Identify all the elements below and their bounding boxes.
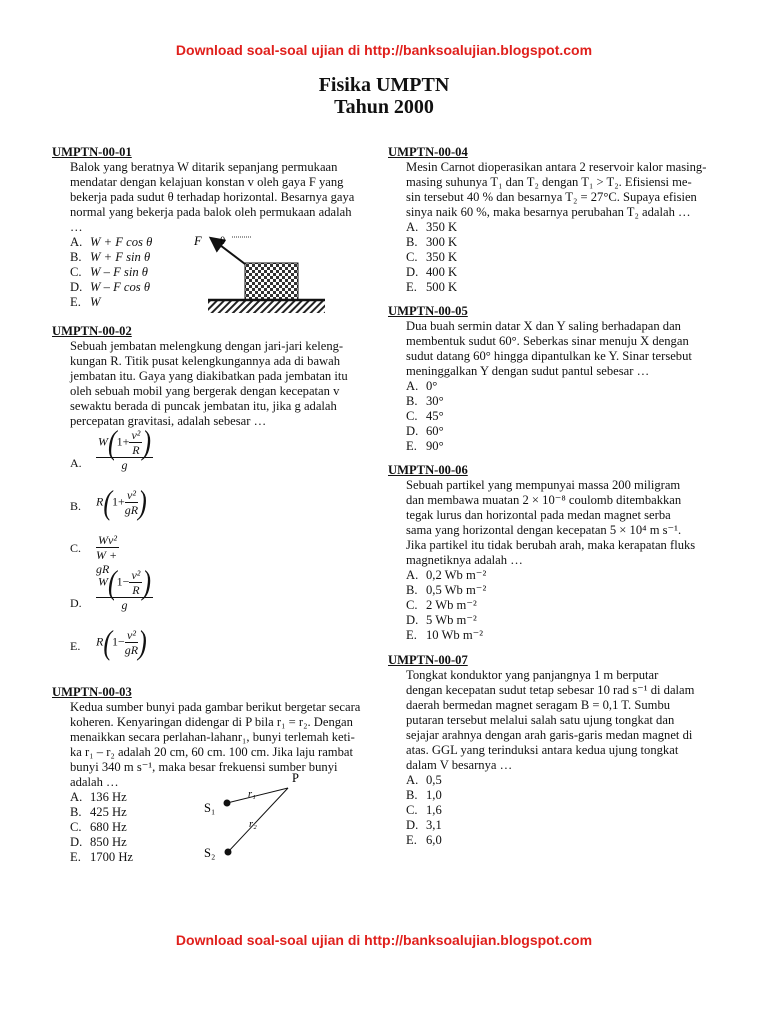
option-letter: A. (406, 379, 419, 393)
formula-num: v² (131, 428, 141, 442)
option-letter: C. (70, 541, 82, 555)
option-letter: B. (406, 788, 418, 802)
question-heading: UMPTN-00-03 (52, 685, 132, 699)
option-text: 350 K (426, 220, 458, 234)
question-heading: UMPTN-00-04 (388, 145, 468, 159)
option-text: 3,1 (426, 818, 442, 832)
option-letter: B. (406, 394, 418, 408)
question-text-line: masing suhunya T₁ dan T₂ dengan T₁ > T₂. Efisiensi me- (406, 175, 692, 189)
option-letter: A. (70, 790, 83, 804)
question-text-line: Tongkat konduktor yang panjangnya 1 m berputar (406, 668, 659, 682)
question-text-line: Jika partikel itu tidak berubah arah, maka kerapatan fluks (406, 538, 696, 552)
r2-label: r₂ (249, 819, 257, 830)
s2-label: S₂ (204, 846, 216, 860)
floor-hatch (208, 300, 325, 313)
option-letter: D. (70, 280, 83, 294)
option-text: 90° (426, 439, 444, 453)
option-text: 30° (426, 394, 444, 408)
formula-one: 1+ (116, 434, 130, 449)
option-text: 425 Hz (90, 805, 127, 819)
question-text-line: sin tersebut 40 % dan besarnya T₂ = 27°C. Supaya efisien (406, 190, 697, 204)
option-text: 136 Hz (90, 790, 127, 804)
formula-one: 1− (112, 634, 125, 649)
question-text-line: kungan R. Titik pusat kelengkungannya ada di bawah (70, 354, 341, 368)
question-text-line: putaran tersebut melalui salah satu ujung tongkat dan (406, 713, 675, 727)
formula-one: 1− (116, 574, 130, 589)
option-text: 1,0 (426, 788, 442, 802)
question-text-line: mendatar dengan kelajuan konstan v oleh gaya F yang (70, 175, 344, 189)
option-text: 350 K (426, 250, 458, 264)
angle-label: θ (220, 235, 226, 247)
option-letter: C. (406, 598, 418, 612)
question-text-line: ka r₁ – r₂ adalah 20 cm, 60 cm. 100 cm. Jika laju rambat (70, 745, 353, 759)
option-text: 10 Wb m⁻² (426, 628, 484, 642)
option-letter: D. (406, 265, 419, 279)
question-text-line: dengan kecepatan sudut tetap sebesar 10 rad s⁻¹ di dalam (406, 683, 695, 697)
page-subtitle: Tahun 2000 (334, 96, 434, 118)
option-letter: B. (70, 805, 82, 819)
formula-prefix: W (98, 434, 108, 449)
option-letter: E. (70, 295, 81, 309)
question-text-line: Sebuah partikel yang mempunyai massa 200 miligram (406, 478, 681, 492)
r1-label: r₁ (248, 789, 256, 800)
question-text-line: tegak lurus dan horizontal pada medan magnet serba (406, 508, 671, 522)
option-letter: E. (70, 639, 81, 653)
option-letter: A. (406, 220, 419, 234)
option-text: 500 K (426, 280, 458, 294)
formula-outer-den: g (121, 598, 128, 612)
question-text-line: … (70, 220, 83, 234)
formula-num: v² (131, 568, 141, 582)
question-text-line: Sebuah jembatan melengkung dengan jari-jari keleng- (70, 339, 344, 353)
force-arrow (212, 239, 245, 264)
option-letter: A. (70, 456, 82, 470)
formula-one: 1+ (112, 494, 125, 509)
option-text: 1700 Hz (90, 850, 134, 864)
option-text: 0,5 (426, 773, 442, 787)
block-force-diagram (193, 234, 325, 313)
question-text-line: jembatan itu. Gaya yang diakibatkan pada jembatan itu (70, 369, 348, 383)
option-letter: C. (70, 265, 82, 279)
formula-num: Wv² (98, 533, 117, 547)
question-heading: UMPTN-00-01 (52, 145, 132, 159)
question-text-line: membentuk sudut 60°. Seberkas sinar menuju X dengan (406, 334, 689, 348)
question-text-line: sewaktu berada di puncak jembatan itu, jika g adalah (70, 399, 337, 413)
option-letter: E. (406, 628, 417, 642)
option-letter: C. (70, 820, 82, 834)
question-text-line: percepatan gravitasi, adalah sebesar … (70, 414, 267, 428)
question-text-line: sejajar arahnya dengan arah garis-garis medan magnet di (406, 728, 693, 742)
question-text-line: bunyi 340 m s⁻¹, maka besar frekuensi sumber bunyi (70, 760, 338, 774)
question-heading: UMPTN-00-02 (52, 324, 132, 338)
option-letter: E. (406, 833, 417, 847)
formula-prefix: R (96, 634, 104, 649)
option-text: W – F cos θ (90, 280, 151, 294)
question-text-line: sama yang horizontal dengan kecepatan 5 × 10⁴ m s⁻¹. (406, 523, 682, 537)
question-text-line: Balok yang beratnya W ditarik sepanjang permukaan (70, 160, 338, 174)
option-text: W + F cos θ (90, 235, 153, 249)
r1-line (227, 788, 288, 803)
question-text-line: meninggalkan Y dengan sudut pantul sebesar … (406, 364, 650, 378)
option-letter: B. (406, 583, 418, 597)
option-letter: A. (406, 773, 419, 787)
option-text: 0° (426, 379, 438, 393)
option-text: 2 Wb m⁻² (426, 598, 477, 612)
option-text: 60° (426, 424, 444, 438)
question-text-line: Dua buah sermin datar X dan Y saling berhadapan dan (406, 319, 681, 333)
formula-num: v² (127, 628, 136, 642)
option-text: W (90, 295, 101, 309)
formula-prefix: W (98, 574, 108, 589)
option-text: 300 K (426, 235, 458, 249)
point-p-label: P (292, 771, 299, 785)
option-letter: D. (406, 424, 419, 438)
question-text-line: magnetiknya adalah … (406, 553, 523, 567)
option-letter: C. (406, 250, 418, 264)
footer-download-link[interactable]: Download soal-soal ujian di http://banksoalujian.blogspot.com (175, 932, 593, 948)
question-text-line: Kedua sumber bunyi pada gambar berikut bergetar secara (70, 700, 361, 714)
formula-outer-den: g (121, 458, 128, 472)
question-text-line: oleh sebuah mobil yang bergerak dengan kecepatan v (70, 384, 340, 398)
option-text: 680 Hz (90, 820, 127, 834)
option-text: 6,0 (426, 833, 442, 847)
sound-sources-diagram (204, 771, 299, 860)
option-letter: C. (406, 409, 418, 423)
option-text: 5 Wb m⁻² (426, 613, 477, 627)
option-letter: E. (406, 439, 417, 453)
page-title: Fisika UMPTN (318, 74, 450, 96)
option-text: 400 K (426, 265, 458, 279)
option-letter: D. (406, 818, 419, 832)
option-text: 0,2 Wb m⁻² (426, 568, 487, 582)
source-s1-dot (224, 800, 231, 807)
source-s2-dot (225, 849, 232, 856)
option-letter: E. (70, 850, 81, 864)
force-label: F (194, 234, 202, 248)
option-letter: A. (406, 568, 419, 582)
question-text-line: adalah … (70, 775, 119, 789)
option-letter: B. (406, 235, 418, 249)
option-letter: A. (70, 235, 83, 249)
header-download-link[interactable]: Download soal-soal ujian di http://banksoalujian.blogspot.com (175, 42, 593, 58)
question-text-line: koheren. Kenyaringan didengar di P bila r₁ = r₂. Dengan (70, 715, 353, 729)
question-text-line: menaikkan secara perlahan-lahanr₁, bunyi terlemah keti- (70, 730, 355, 744)
r2-line (228, 788, 288, 852)
question-text-line: atas. GGL yang terinduksi antara kedua ujung tongkat (406, 743, 679, 757)
s1-label: S₁ (204, 801, 216, 815)
option-letter: D. (70, 835, 83, 849)
question-text-line: sudut datang 60° hingga dipantulkan ke Y. Sinar tersebut (406, 349, 692, 363)
question-text-line: dan membawa muatan 2 × 10⁻⁸ coulomb ditembakkan (406, 493, 682, 507)
question-text-line: daerah bermedan magnet seragam B = 0,1 T. Sumbu (406, 698, 671, 712)
question-text-line: sinya naik 60 %, maka besarnya perubahan T₂ adalah … (406, 205, 691, 219)
formula-den: R (132, 583, 140, 597)
option-text: W + F sin θ (90, 250, 151, 264)
question-heading: UMPTN-00-05 (388, 304, 468, 318)
option-text: W – F sin θ (90, 265, 148, 279)
option-text: 850 Hz (90, 835, 127, 849)
formula-den: gR (124, 643, 139, 657)
formula-prefix: R (96, 494, 104, 509)
option-text: 0,5 Wb m⁻² (426, 583, 487, 597)
formula-den: R (132, 443, 140, 457)
question-text-line: normal yang bekerja pada balok oleh permukaan adalah (70, 205, 352, 219)
option-text: 45° (426, 409, 444, 423)
formula-num: v² (127, 488, 136, 502)
question-text-line: dalam V besarnya … (406, 758, 513, 772)
question-text-line: bekerja pada sudut θ terhadap horizontal. Besarnya gaya (70, 190, 355, 204)
question-text-line: Mesin Carnot dioperasikan antara 2 reservoir kalor masing- (406, 160, 707, 174)
option-letter: B. (70, 250, 82, 264)
block (245, 263, 298, 300)
option-text: 1,6 (426, 803, 442, 817)
question-heading: UMPTN-00-07 (388, 653, 468, 667)
formula-den: W + gR (96, 548, 118, 576)
formula-den: gR (124, 503, 139, 517)
option-letter: D. (406, 613, 419, 627)
option-letter: C. (406, 803, 418, 817)
option-letter: D. (70, 596, 82, 610)
option-letter: E. (406, 280, 417, 294)
option-letter: B. (70, 499, 82, 513)
question-heading: UMPTN-00-06 (388, 463, 468, 477)
